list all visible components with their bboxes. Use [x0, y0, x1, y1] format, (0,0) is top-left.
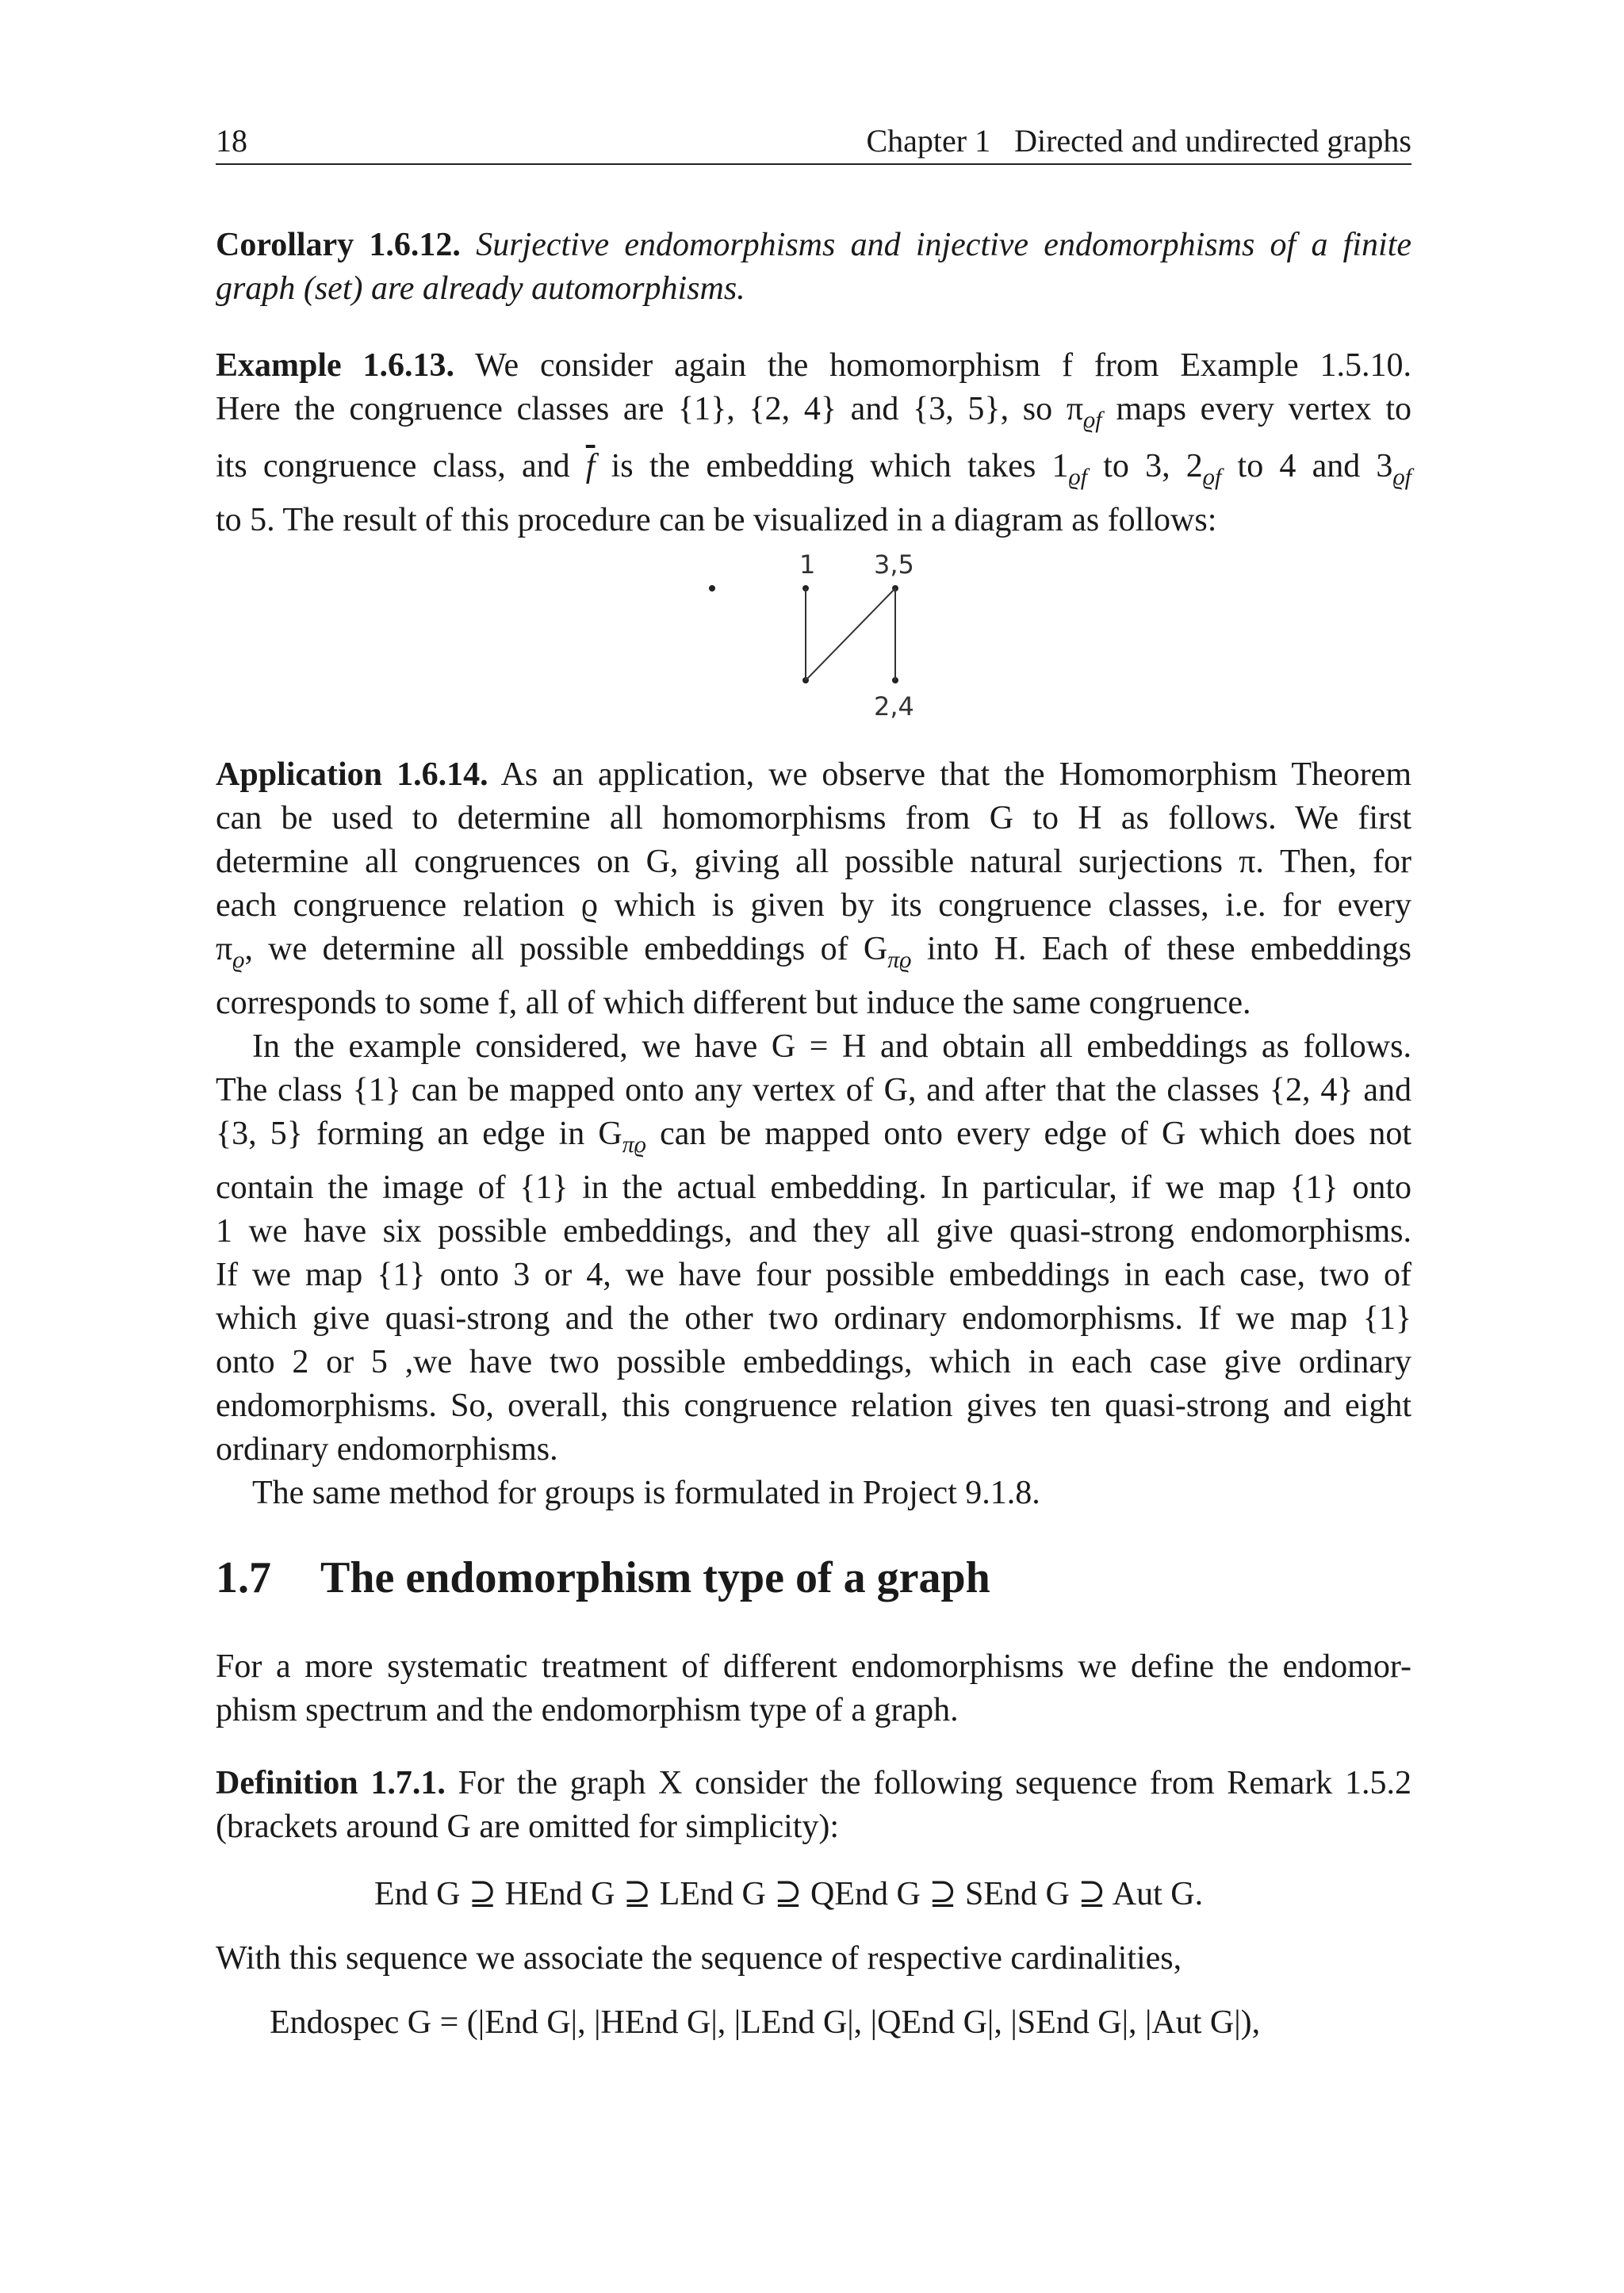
application-block: [216, 753, 1411, 1515]
app-p2-line-5: 1 we have six possible embeddings, and they all give quasi-strong endomorphisms.: [216, 1213, 1411, 1250]
app-p2-line-10: ordinary endomorphisms.: [216, 1431, 558, 1468]
example-line-3b: is the embedding which takes 1: [595, 448, 1069, 484]
f-bar: $\overline{f}$: [585, 448, 596, 484]
definition-line-2: (brackets around G are omitted for simplicity):: [216, 1809, 840, 1845]
isolated-vertex: [709, 585, 715, 591]
label-24: 2,4: [874, 691, 914, 722]
app-line-5b: , we determine all possible embeddings of G: [244, 931, 888, 967]
display-equation-1: End G ⊇ HEnd G ⊇ LEnd G ⊇ QEnd G ⊇ SEnd G ⊇ Aut G.: [374, 1876, 1204, 1912]
example-line-2b: maps every vertex to: [1101, 391, 1411, 427]
app-p2-line-9: endomorphisms. So, overall, this congruence relation gives ten quasi-strong and eight: [216, 1388, 1411, 1424]
definition-label: Definition 1.7.1.: [216, 1765, 446, 1801]
definition-line-1: For the graph X consider the following sequence from Remark 1.5.2: [458, 1765, 1411, 1801]
app-line-3: determine all congruences on G, giving all possible natural surjections π. Then, for: [216, 844, 1411, 880]
running-title: Chapter 1 Directed and undirected graphs: [866, 123, 1411, 159]
example-line-2a: Here the congruence classes are {1}, {2, 4} and {3, 5}, so π: [216, 391, 1084, 427]
corollary-block: [216, 224, 1411, 311]
app-line-5c: into H. Each of these embeddings: [911, 931, 1411, 967]
definition-block: [216, 1762, 1411, 1849]
app-p2-line-2: The class {1} can be mapped onto any vertex of G, and after that the classes {2, 4} and: [216, 1072, 1411, 1108]
running-header: [216, 122, 1411, 165]
corollary-text-1: Surjective endomorphisms and injective endomorphisms of a finite: [476, 227, 1412, 263]
app-line-6: corresponds to some f, all of which different but induce the same congruence.: [216, 985, 1251, 1021]
corollary-label: Corollary 1.6.12.: [216, 227, 461, 263]
application-label: Application 1.6.14.: [216, 756, 488, 793]
app-p2-line-3a: {3, 5} forming an edge in G: [216, 1116, 622, 1152]
definition-line-3: With this sequence we associate the sequence of respective cardinalities,: [216, 1940, 1182, 1977]
example-line-4: to 5. The result of this procedure can be visualized in a diagram as follows:: [216, 502, 1217, 538]
edge-diagonal: [806, 588, 895, 680]
app-line-2: can be used to determine all homomorphisms from G to H as follows. We first: [216, 800, 1411, 836]
app-p3: The same method for groups is formulated in Project 9.1.8.: [252, 1475, 1040, 1511]
intro-line-1: For a more systematic treatment of different endomorphisms we define the endomor-: [216, 1648, 1411, 1685]
intro-line-2: phism spectrum and the endomorphism type of a graph.: [216, 1692, 959, 1728]
app-line-5-sub: ϱ: [232, 947, 245, 973]
example-label: Example 1.6.13.: [216, 347, 455, 384]
label-35: 3,5: [874, 549, 914, 580]
app-p2-line-1: In the example considered, we have G = H and obtain all embeddings as follows.: [252, 1028, 1411, 1065]
app-p2-line-8: onto 2 or 5 ,we have two possible embeddings, which in each case give ordinary: [216, 1344, 1411, 1380]
example-line-3d: to 4 and 3: [1221, 448, 1393, 484]
label-1: 1: [799, 549, 816, 580]
section-title: The endomorphism type of a graph: [320, 1553, 990, 1602]
display-equation-2: Endospec G = (|End G|, |HEnd G|, |LEnd G|, |QEnd G|, |SEnd G|, |Aut G|),: [270, 2004, 1261, 2041]
sub-3: ϱf: [1392, 464, 1411, 490]
example-line-1: We consider again the homomorphism f from Example 1.5.10.: [475, 347, 1411, 384]
app-p2-line-3-sub: πϱ: [622, 1131, 646, 1158]
app-line-1: As an application, we observe that the Homomorphism Theorem: [500, 756, 1411, 793]
app-p2-line-3b: can be mapped onto every edge of G which does not: [646, 1116, 1411, 1152]
app-p2-line-6: If we map {1} onto 3 or 4, we have four possible embeddings in each case, two of: [216, 1257, 1411, 1293]
app-line-4: each congruence relation ϱ which is given by its congruence classes, i.e. for every: [216, 887, 1411, 924]
section-number: 1.7: [216, 1553, 271, 1602]
page-number: 18: [216, 123, 247, 159]
app-line-5-sub2: πϱ: [887, 947, 912, 973]
example-block: [216, 344, 1411, 542]
sub-2: ϱf: [1202, 464, 1222, 490]
example-line-3c: to 3, 2: [1087, 448, 1203, 484]
section-heading: [216, 1552, 990, 1603]
corollary-text-2: graph (set) are already automorphisms.: [216, 270, 745, 307]
example-line-2-sub: ϱf: [1083, 407, 1102, 433]
intro-block: [216, 1645, 1411, 1732]
app-p2-line-4: contain the image of {1} in the actual embedding. In particular, if we map {1} onto: [216, 1169, 1411, 1206]
app-line-5a: π: [216, 931, 233, 967]
congruence-diagram: [676, 547, 914, 722]
example-line-3a: its congruence class, and: [216, 448, 586, 484]
app-p2-line-7: which give quasi-strong and the other two ordinary endomorphisms. If we map {1}: [216, 1300, 1411, 1337]
sub-1: ϱf: [1068, 464, 1088, 490]
definition-cont: [216, 1937, 1411, 1981]
